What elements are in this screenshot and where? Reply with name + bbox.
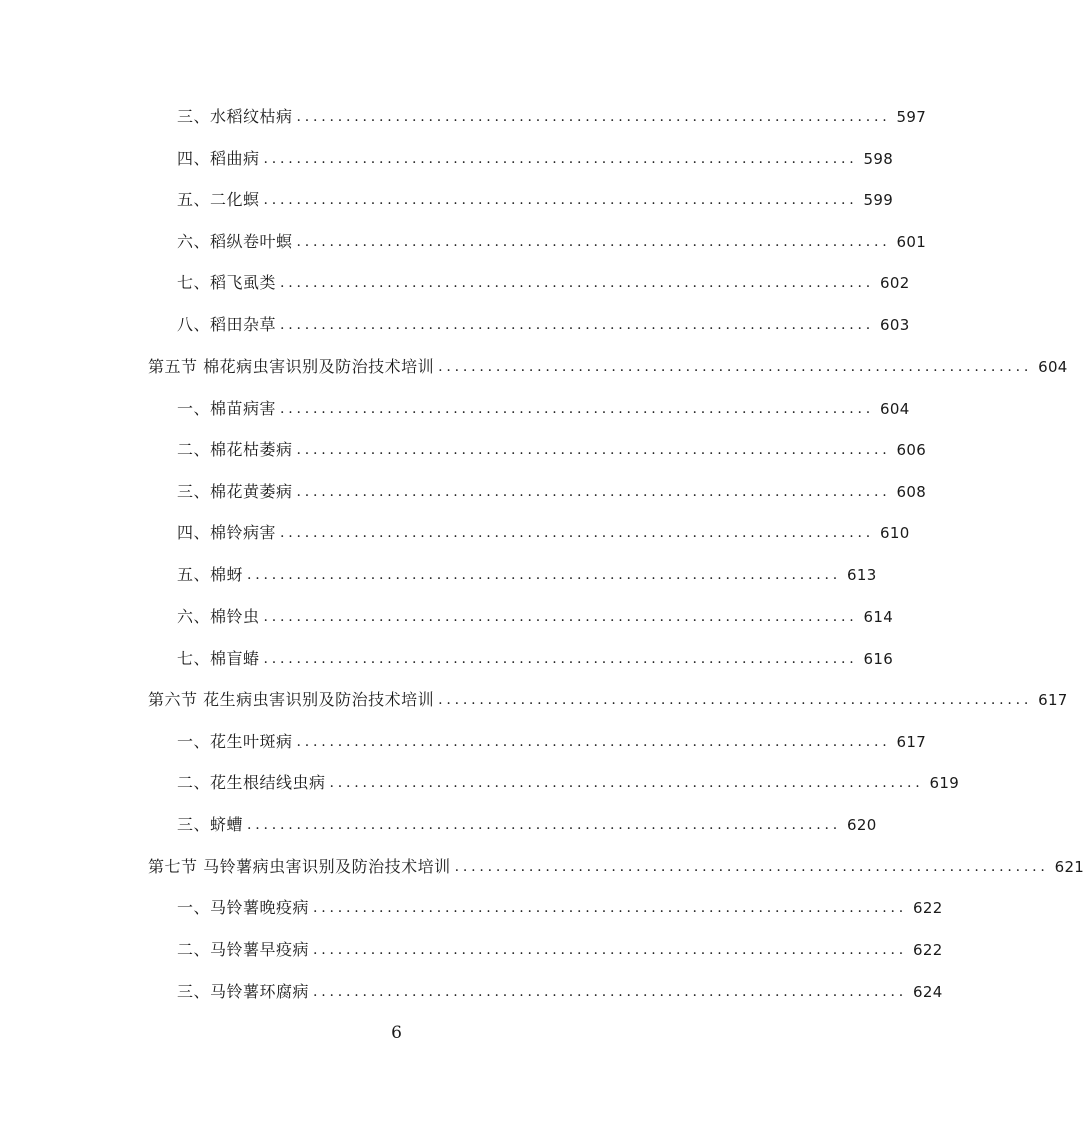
toc-entry-page: 619	[929, 774, 960, 792]
toc-entry-page: 597	[896, 108, 927, 126]
toc-entry-page: 610	[880, 524, 910, 542]
toc-entry-label: 四、棉铃病害	[177, 523, 277, 542]
dot-leader: ........................................................................	[280, 275, 875, 291]
toc-entry-page: 602	[880, 274, 910, 292]
dot-leader: ........................................................................	[280, 317, 875, 333]
toc-entry-page: 620	[847, 816, 877, 834]
toc-entry[interactable]	[177, 189, 894, 211]
toc-entry-label: 五、二化螟	[177, 190, 260, 209]
toc-section-entry[interactable]	[148, 689, 1068, 711]
toc-entry[interactable]	[177, 564, 877, 586]
dot-leader: ........................................................................	[280, 401, 875, 417]
toc-entry[interactable]	[177, 731, 927, 753]
dot-leader: ........................................................................	[263, 192, 858, 208]
toc-entry[interactable]	[177, 439, 927, 461]
toc-entry-page: 604	[1038, 358, 1068, 376]
toc-entry-label: 一、棉苗病害	[177, 399, 277, 418]
toc-entry[interactable]	[177, 481, 927, 503]
toc-entry-label: 二、马铃薯早疫病	[177, 940, 310, 959]
toc-section-label: 第七节 马铃薯病虫害识别及防治技术培训	[148, 857, 451, 876]
toc-entry-label: 三、蛴螬	[177, 815, 244, 834]
toc-entry[interactable]	[177, 648, 894, 670]
toc-entry-page: 606	[896, 441, 927, 459]
toc-entry-page: 608	[896, 483, 927, 501]
toc-section-label: 第五节 棉花病虫害识别及防治技术培训	[148, 357, 435, 376]
toc-entry-page: 622	[913, 899, 943, 917]
toc-entry-page: 616	[863, 650, 894, 668]
toc-entry[interactable]	[177, 272, 910, 294]
dot-leader: ........................................................................	[454, 859, 1049, 875]
toc-entry-label: 八、稻田杂草	[177, 315, 277, 334]
toc-entry-label: 三、棉花黄萎病	[177, 482, 293, 501]
toc-entry-label: 三、水稻纹枯病	[177, 107, 293, 126]
dot-leader: ........................................................................	[280, 525, 875, 541]
toc-entry[interactable]	[177, 939, 943, 961]
dot-leader: ........................................................................	[247, 817, 842, 833]
toc-entry-label: 七、棉盲蝽	[177, 649, 260, 668]
toc-entry-label: 七、稻飞虱类	[177, 273, 277, 292]
dot-leader: ........................................................................	[263, 609, 858, 625]
toc-entry-label: 六、稻纵卷叶螟	[177, 232, 293, 251]
toc-entry-label: 一、马铃薯晚疫病	[177, 898, 310, 917]
toc-entry[interactable]	[177, 314, 910, 336]
toc-entry-label: 四、稻曲病	[177, 149, 260, 168]
toc-entry-label: 二、棉花枯萎病	[177, 440, 293, 459]
dot-leader: ........................................................................	[296, 109, 891, 125]
toc-entry-page: 617	[1038, 691, 1068, 709]
toc-entry[interactable]	[177, 148, 894, 170]
dot-leader: ........................................................................	[313, 942, 908, 958]
dot-leader: ........................................................................	[296, 484, 891, 500]
toc-entry-page: 604	[880, 400, 910, 418]
toc-entry[interactable]	[177, 772, 960, 794]
toc-entry-page: 614	[863, 608, 894, 626]
dot-leader: ........................................................................	[438, 692, 1033, 708]
dot-leader: ........................................................................	[263, 151, 858, 167]
toc-entry-label: 五、棉蚜	[177, 565, 244, 584]
toc-entry-page: 622	[913, 941, 943, 959]
toc-entry-label: 一、花生叶斑病	[177, 732, 293, 751]
toc-entry-page: 621	[1054, 858, 1084, 876]
toc-entry[interactable]	[177, 522, 910, 544]
toc-entry[interactable]	[177, 897, 943, 919]
dot-leader: ........................................................................	[263, 651, 858, 667]
toc-entry[interactable]	[177, 231, 927, 253]
dot-leader: ........................................................................	[313, 900, 908, 916]
toc-entry[interactable]	[177, 981, 943, 1003]
toc-entry[interactable]	[177, 814, 877, 836]
dot-leader: ........................................................................	[247, 567, 842, 583]
toc-entry[interactable]	[177, 106, 927, 128]
dot-leader: ........................................................................	[329, 775, 924, 791]
dot-leader: ........................................................................	[313, 984, 908, 1000]
toc-entry[interactable]	[177, 606, 894, 628]
toc-entry-page: 617	[896, 733, 927, 751]
toc-section-entry[interactable]	[148, 856, 1084, 878]
toc-section-label: 第六节 花生病虫害识别及防治技术培训	[148, 690, 435, 709]
toc-entry-label: 六、棉铃虫	[177, 607, 260, 626]
toc-entry-page: 603	[880, 316, 910, 334]
toc-entry-label: 三、马铃薯环腐病	[177, 982, 310, 1001]
dot-leader: ........................................................................	[296, 442, 891, 458]
dot-leader: ........................................................................	[296, 734, 891, 750]
dot-leader: ........................................................................	[438, 359, 1033, 375]
toc-entry-page: 624	[913, 983, 943, 1001]
toc-section-entry[interactable]	[148, 356, 1068, 378]
toc-entry-page: 613	[847, 566, 877, 584]
toc-entry-page: 601	[896, 233, 927, 251]
toc-entry-page: 599	[863, 191, 894, 209]
toc-entry[interactable]	[177, 398, 910, 420]
dot-leader: ........................................................................	[296, 234, 891, 250]
toc-entry-label: 二、花生根结线虫病	[177, 773, 326, 792]
page-number: 6	[391, 1023, 402, 1043]
toc-entry-page: 598	[863, 150, 894, 168]
